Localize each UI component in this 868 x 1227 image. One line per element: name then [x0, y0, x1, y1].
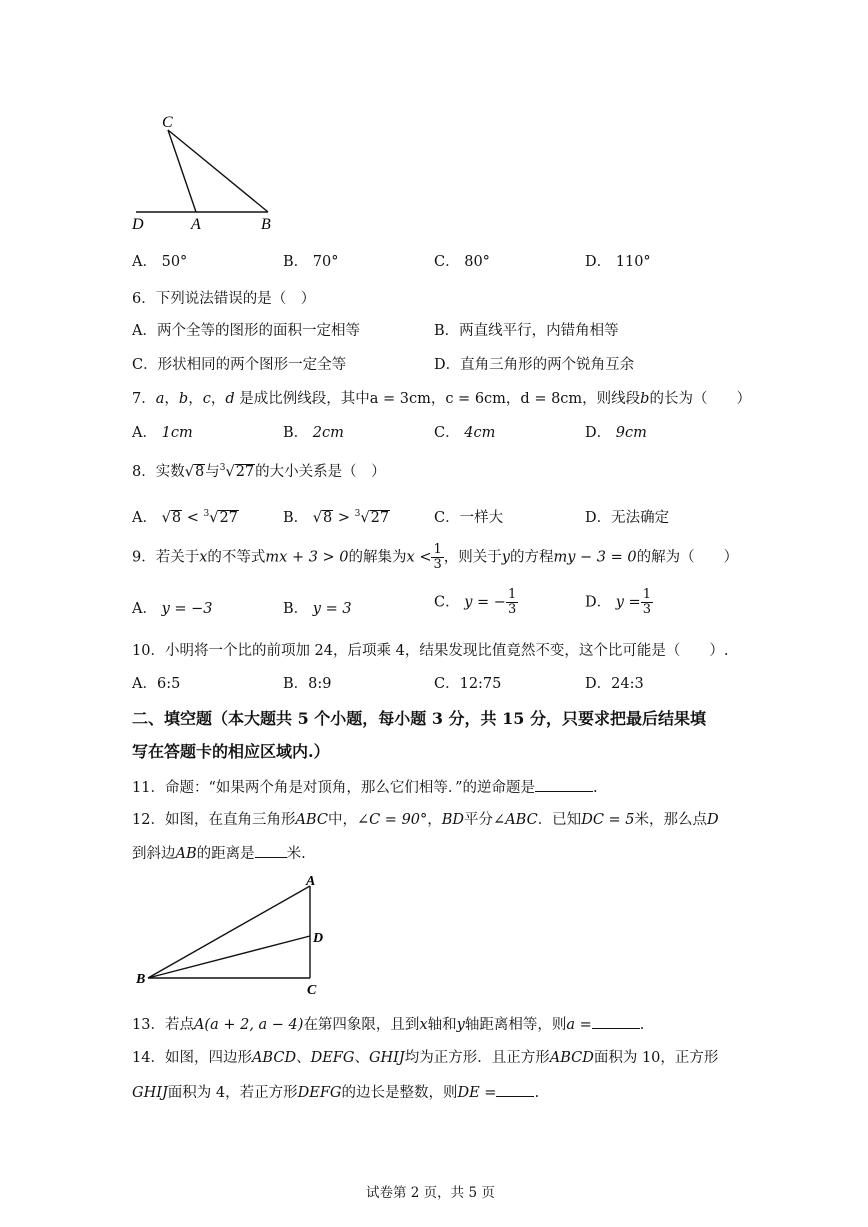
q6-option-a: A．两个全等的图形的面积一定相等 — [132, 323, 360, 339]
label-a: A — [306, 874, 316, 889]
q11-answer-blank[interactable] — [535, 779, 593, 792]
q6-option-d: D．直角三角形的两个锐角互余 — [434, 357, 635, 373]
q8-stem: 8．实数√8与$^3$√27的大小关系是（ ） — [132, 463, 386, 480]
q8-option-a: A． √8 < $^3$√27 — [132, 509, 238, 526]
q10-option-c: C．12:75 — [434, 676, 502, 692]
q8-option-d: D．无法确定 — [585, 510, 670, 526]
q10-stem: 10．小明将一个比的前项加 24，后项乘 4，结果发现比值竟然不变，这个比可能是（ ）. — [132, 643, 729, 659]
label-d: D — [313, 931, 324, 946]
q5-option-b: B． 70° — [283, 254, 339, 270]
q10-option-d: D．24:3 — [585, 676, 644, 692]
q5-option-a: A． 50° — [132, 254, 188, 270]
q7-option-a: A． 1cm — [132, 425, 193, 441]
q12-line2: 到斜边AB的距离是 米. — [132, 846, 306, 862]
q7-option-d: D． 9cm — [585, 425, 647, 441]
page-footer: 试卷第 2 页，共 5 页 — [366, 1185, 495, 1201]
q10-option-a: A．6:5 — [132, 676, 181, 692]
q6-option-b: B．两直线平行，内错角相等 — [434, 323, 619, 339]
q9-option-c: C． y = − $\frac{1}{3}$ — [434, 587, 517, 617]
q7-stem: 7．a，b，c，d 是成比例线段，其中a = 3cm，c = 6cm，d = 8cm，则线段b的长为（ ） — [132, 391, 751, 407]
q6-stem: 6．下列说法错误的是（ ） — [132, 291, 316, 307]
label-b: B — [136, 972, 146, 987]
q14-answer-blank[interactable] — [496, 1084, 534, 1097]
q13-answer-blank[interactable] — [592, 1016, 640, 1029]
q10-option-b: B．8:9 — [283, 676, 332, 692]
q7-option-c: C． 4cm — [434, 425, 496, 441]
q7-option-b: B． 2cm — [283, 425, 344, 441]
q6-option-c: C．形状相同的两个图形一定全等 — [132, 357, 347, 373]
label-a: A — [191, 216, 201, 233]
triangle-figure-2 — [130, 870, 330, 998]
q9-option-a: A． y = −3 — [132, 601, 213, 617]
q5-option-d: D． 110° — [585, 254, 651, 270]
q11-text: 11．命题：“如果两个角是对顶角，那么它们相等．”的逆命题是 . — [132, 780, 598, 796]
q14-line1: 14．如图，四边形ABCD、DEFG、GHIJ均为正方形．且正方形ABCD面积为 10，正方形 — [132, 1050, 719, 1066]
q12-answer-blank[interactable] — [255, 845, 287, 858]
q8-option-b: B． √8 > $^3$√27 — [283, 509, 390, 526]
q8-option-c: C．一样大 — [434, 510, 504, 526]
q13-text: 13．若点A(a + 2, a − 4)在第四象限，且到x轴和y轴距离相等，则a = . — [132, 1017, 645, 1033]
label-c: C — [307, 983, 317, 998]
q9-option-d: D． y = $\frac{1}{3}$ — [585, 587, 651, 617]
label-c: C — [162, 114, 173, 131]
section2-heading-line1: 二、填空题（本大题共 5 个小题，每小题 3 分，共 15 分，只要求把最后结果填 — [132, 709, 706, 728]
q12-line1: 12．如图，在直角三角形ABC中，∠C = 90°，BD平分∠ABC．已知DC = 5米，那么点D — [132, 812, 719, 828]
label-b: B — [261, 216, 271, 233]
label-d: D — [132, 216, 144, 233]
q9-option-b: B． y = 3 — [283, 601, 352, 617]
q14-line2: GHIJ面积为 4，若正方形DEFG的边长是整数，则DE = . — [132, 1085, 540, 1101]
triangle-figure-1 — [128, 112, 288, 234]
section2-heading-line2: 写在答题卡的相应区域内.） — [132, 742, 330, 761]
q5-option-c: C． 80° — [434, 254, 490, 270]
q9-stem: 9．若关于x的不等式mx + 3 > 0的解集为x < $\frac{1}{3}$ ，则关于y的方程my − 3 = 0的解为（ ） — [132, 542, 739, 572]
